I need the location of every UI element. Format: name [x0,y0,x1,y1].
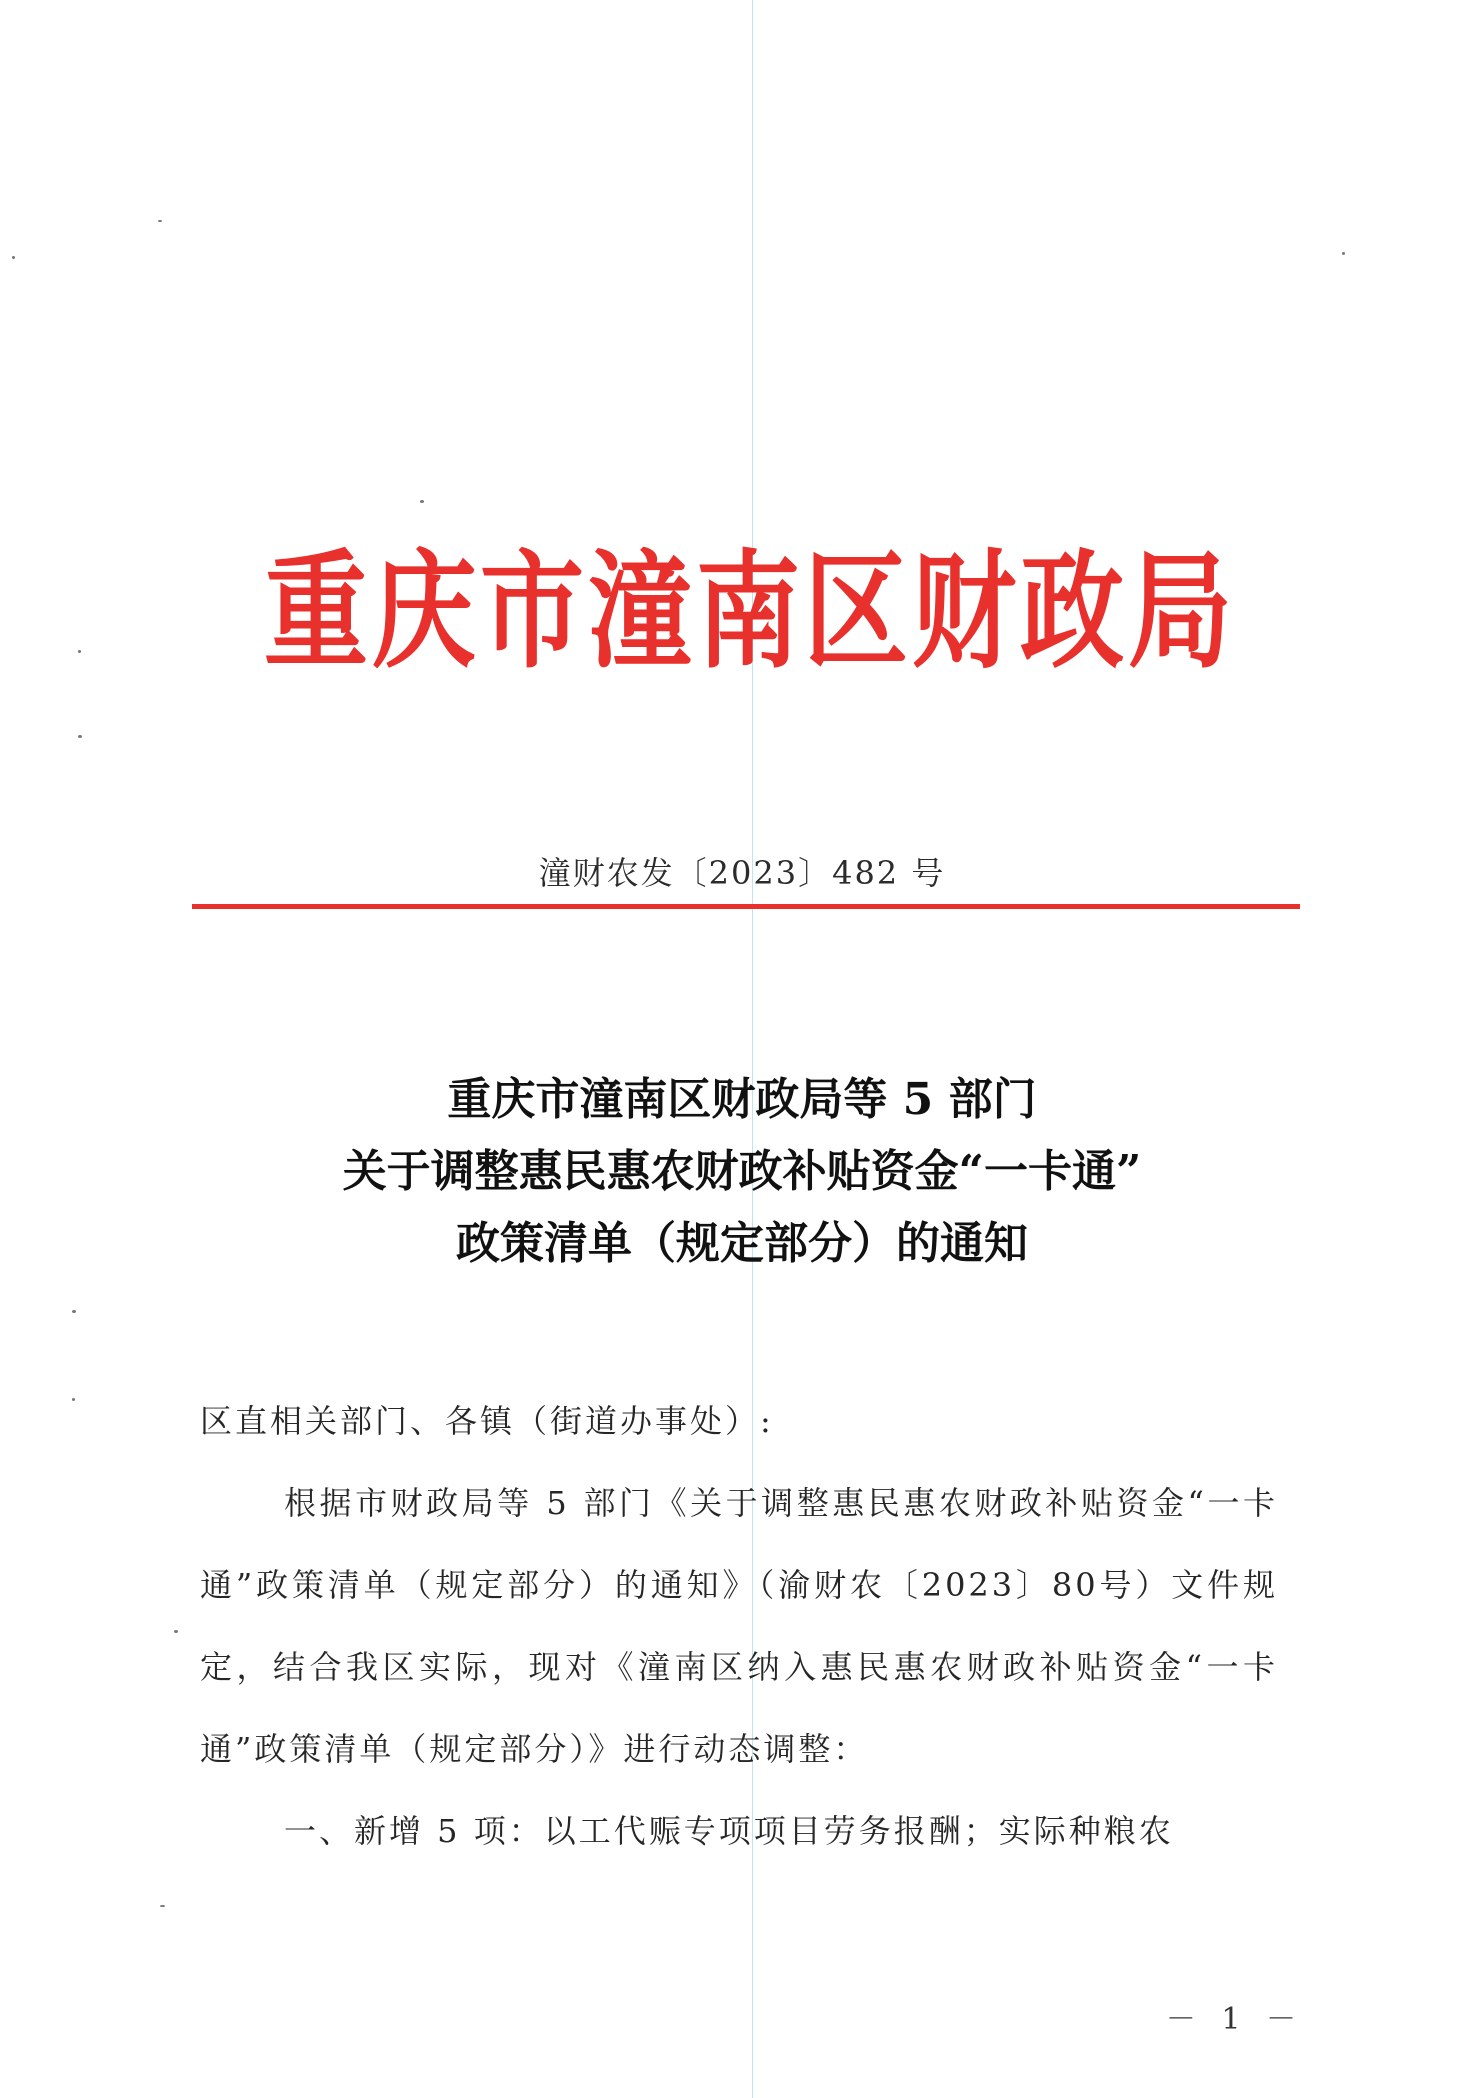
scan-speck [1342,252,1345,255]
scan-speck [72,1310,76,1313]
document-number: 潼财农发〔2023〕482 号 [538,854,946,892]
scan-speck [12,256,15,259]
body-paragraph: 根据市财政局等 5 部门《关于调整惠民惠农财政补贴资金“一卡通”政策清单（规定部分）的通知》（渝财农〔2023〕80号）文件规定，结合我区实际，现对《潼南区纳入惠民惠农财政补贴资金“一卡通”政策清单（规定部分）》进行动态调整： [200,1484,1278,1768]
page-number: － 1 － [1165,2002,1304,2037]
scan-speck [72,1398,75,1401]
salutation: 区直相关部门、各镇（街道办事处）: [200,1402,774,1440]
title-line: 政策清单（规定部分）的通知 [456,1218,1028,1269]
scan-speck [78,735,82,738]
title-line: 关于调整惠民惠农财政补贴资金“一卡通” [342,1146,1142,1197]
red-divider [192,904,1300,909]
issuer-title: 重庆市潼南区财政局 [263,535,1236,686]
scan-speck [160,1905,165,1907]
notice-body [200,1380,1278,1872]
title-line: 重庆市潼南区财政局等 5 部门 [447,1074,1037,1125]
notice-title [0,1064,1484,1280]
scan-speck [174,1630,178,1633]
scan-speck [420,500,424,503]
scan-speck [158,220,162,222]
scan-speck [78,650,81,653]
body-paragraph: 一、新增 5 项：以工代赈专项项目劳务报酬；实际种粮农 [284,1812,1174,1850]
